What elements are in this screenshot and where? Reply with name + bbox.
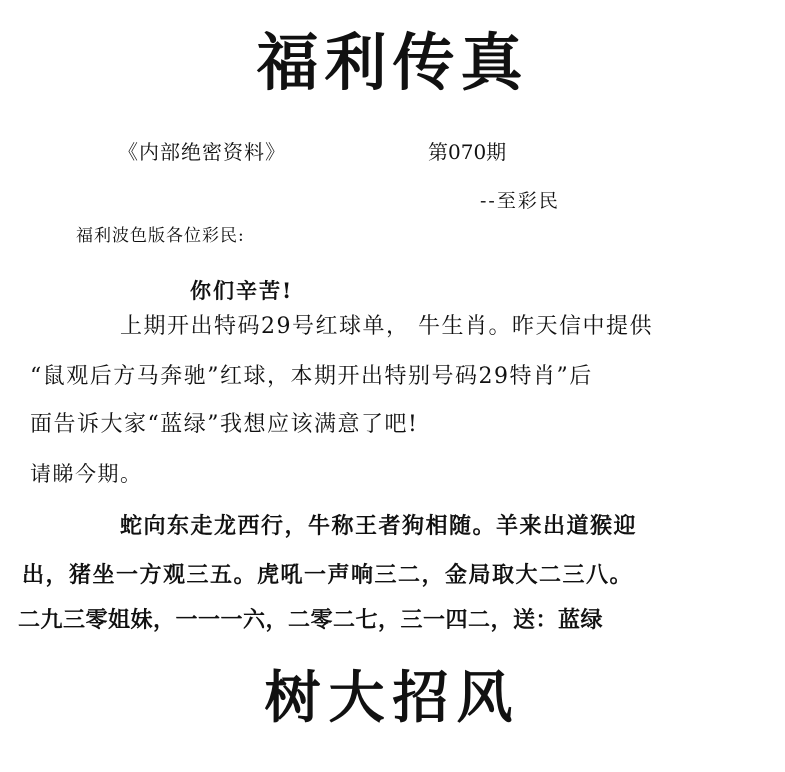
issue-number: 第070期 [428, 140, 507, 164]
sender-line: --至彩民 [480, 190, 560, 212]
paragraph-line: 上期开出特码29号红球单， 牛生肖。昨天信中提供 [120, 314, 653, 339]
thanks-line: 你们辛苦! [190, 278, 294, 303]
paragraph-line: 请睇今期。 [30, 462, 143, 486]
footer-slogan: 树大招风 [264, 665, 521, 731]
document-title: 福利传真 [256, 26, 529, 99]
paragraph-line: 面告诉大家“蓝绿”我想应该满意了吧! [30, 412, 419, 437]
poem-line: 出，猪坐一方观三五。虎吼一声响三二，金局取大二三八。 [22, 562, 634, 588]
greeting: 福利波色版各位彩民: [76, 226, 245, 246]
paragraph-line: “鼠观后方马奔驰”红球，本期开出特别号码29特肖”后 [30, 364, 593, 389]
poem-line: 蛇向东走龙西行，牛称王者狗相随。羊来出道猴迎 [120, 513, 638, 539]
document-subtitle: 《内部绝密资料》 [118, 140, 286, 164]
poem-line: 二九三零姐妹，一一一六，二零二七，三一四二，送：蓝绿 [18, 607, 604, 633]
